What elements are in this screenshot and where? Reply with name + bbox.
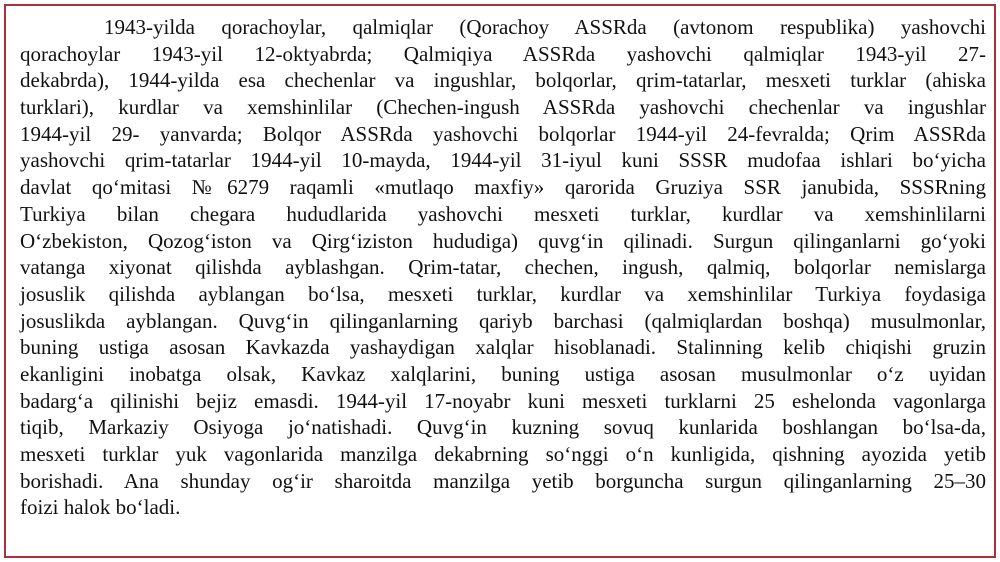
text-line: buning ustiga asosan Kavkazda yashaydigan xalqlar hisoblanadi. Stalinning kelib chiqishi gruzin [20,335,986,360]
text-line: davlat qo‘mitasi №6279 raqamli «mutlaqo maxfiy» qarorida Gruziya SSR janubida, SSSRning [20,175,986,200]
document-frame [4,4,996,558]
text-line: borishadi. Ana shunday og‘ir sharoitda manzilga yetib borguncha surgun qilinganlarning 25–30 [20,468,986,493]
paragraph-text [20,14,986,521]
text-line: josuslikda ayblangan. Quvg‘in qilinganlarning qariyb barchasi (qalmiqlardan boshqa) musulmonlar, [20,308,986,333]
text-line: foizi halok bo‘ladi. [20,495,181,520]
text-line: ekanligini inobatga olsak, Kavkaz xalqlarini, buning ustiga asosan musulmonlar o‘z uyidan [20,361,986,386]
text-line: josuslik qilishda ayblangan bo‘lsa, mesxeti turklar, kurdlar va xemshinlilar Turkiya foydasiga [20,281,986,306]
text-line: yashovchi qrim-tatarlar 1944-yil 10-mayda, 1944-yil 31-iyul kuni SSSR mudofaa ishlari bo‘yicha [20,148,986,173]
text-line: O‘zbekiston, Qozog‘iston va Qirg‘iziston hududiga) quvg‘in qilinadi. Surgun qilinganlarni go‘yoki [20,228,986,253]
text-line: mesxeti turklar yuk vagonlarida manzilga dekabrning so‘nggi o‘n kunligida, qishning ayozida yetib [20,442,986,466]
text-line: badarg‘a qilinishi bejiz emasdi. 1944-yil 17-noyabr kuni mesxeti turklarni 25 eshelonda vagonlarga [20,388,986,413]
text-line: qorachoylar 1943-yil 12-oktyabrda; Qalmiqiya ASSRda yashovchi qalmiqlar 1943-yil 27- [20,41,986,66]
text-line: turklari), kurdlar va xemshinlilar (Chechen-ingush ASSRda yashovchi chechenlar va ingushlar [20,95,986,120]
text-line: Turkiya bilan chegara hududlarida yashovchi mesxeti turklar, kurdlar va xemshinlilarni [20,201,986,226]
text-line: vatanga xiyonat qilishda ayblashgan. Qrim-tatar, chechen, ingush, qalmiq, bolqorlar nemislarga [20,255,986,280]
text-line: 1944-yil 29- yanvarda; Bolqor ASSRda yashovchi bolqorlar 1944-yil 24-fevralda; Qrim ASSRda [20,121,986,146]
text-line: dekabrda), 1944-yilda esa chechenlar va ingushlar, bolqorlar, qrim-tatarlar, mesxeti turklar (ahiska [20,68,986,93]
text-line: tiqib, Markaziy Osiyoga jo‘natishadi. Quvg‘in kuzning sovuq kunlarida boshlangan bo‘lsa-da, [20,415,986,440]
text-line: 1943-yilda qorachoylar, qalmiqlar (Qorachoy ASSRda (avtonom respublika) yashovchi [104,15,986,39]
